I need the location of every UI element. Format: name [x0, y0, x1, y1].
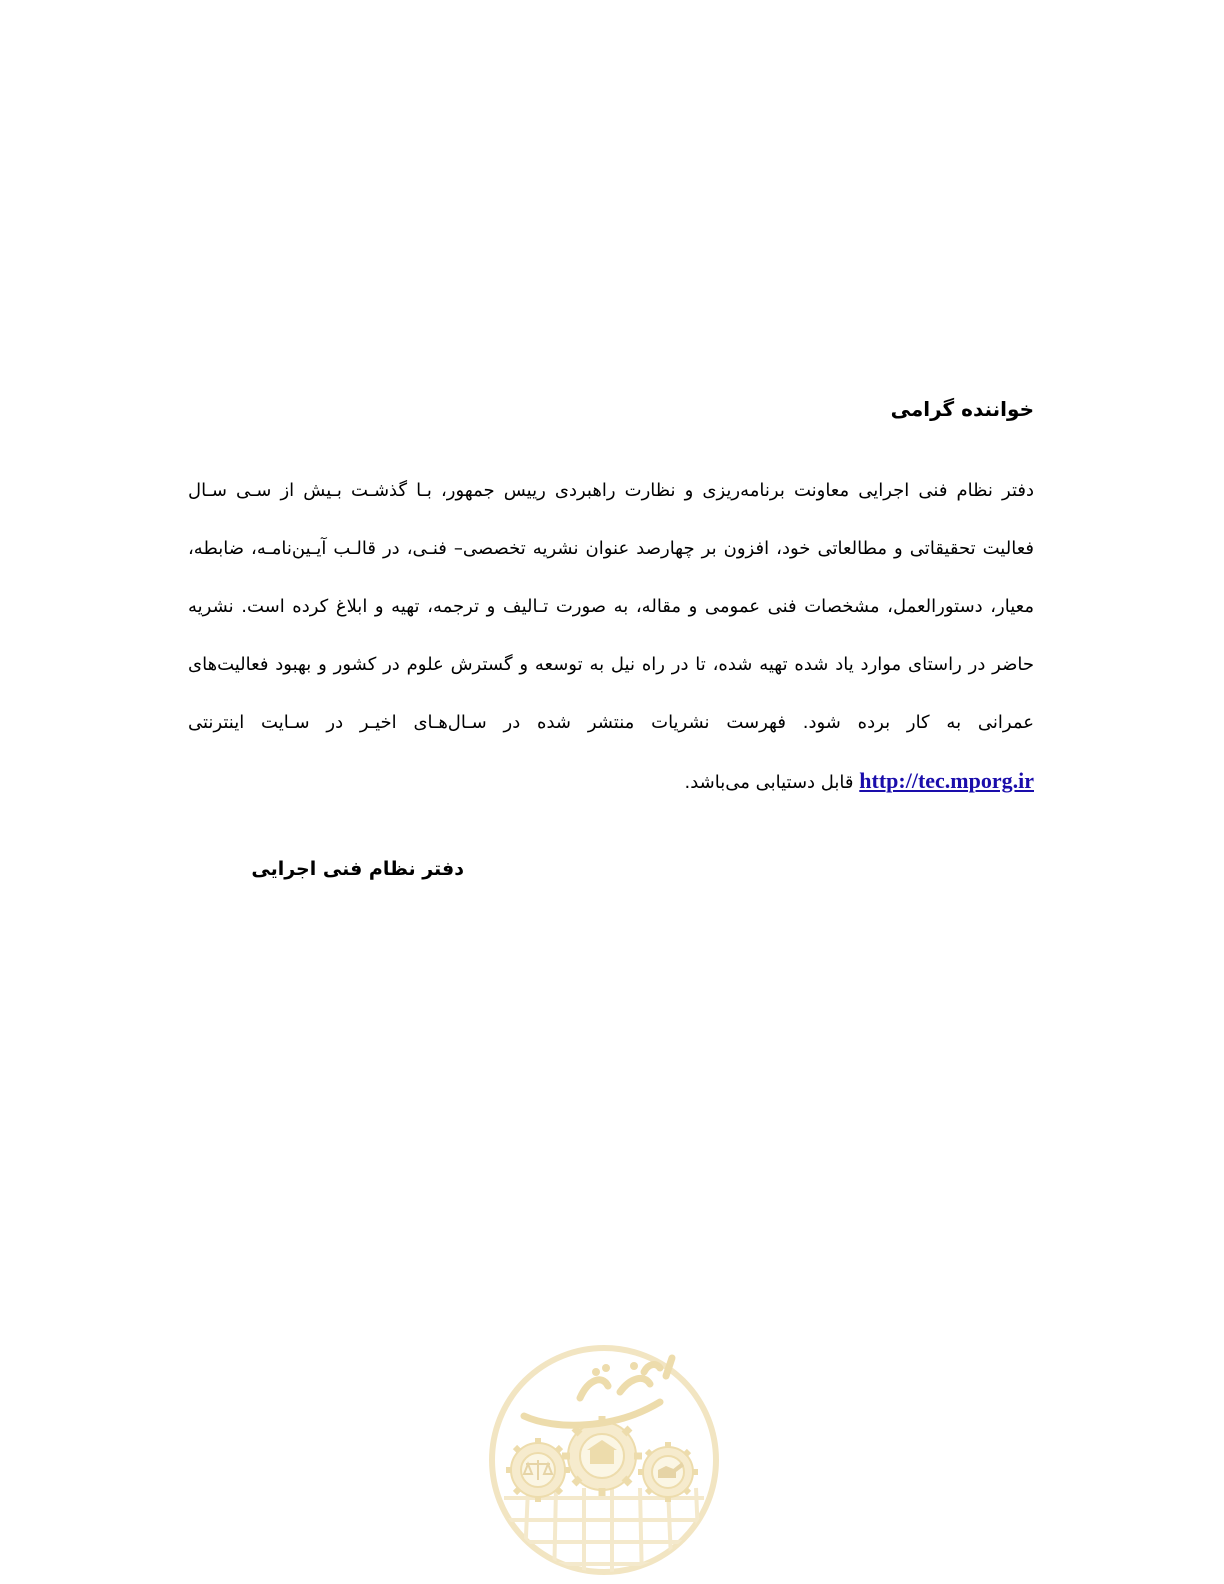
website-link[interactable]: http://tec.mporg.ir — [859, 768, 1034, 793]
logo-script-dots — [592, 1362, 638, 1376]
logo-script — [524, 1358, 672, 1425]
letter-paragraph — [188, 462, 1034, 812]
watermark-logo — [484, 1338, 724, 1584]
signature: دفتر نظام فنی اجرایی — [251, 858, 464, 880]
letter-body — [188, 392, 1034, 812]
paragraph-text: دفتر نظام فنی اجرایی معاونت برنامه‌ریزی و نظارت راهبردی رییس جمهور، بـا گذشـت بـیش از سـی سـال فعالیت تحقیقاتی و مطالعاتی خود، افزون بر چهارصد عنوان نشریه تخصصی– فنـی، در قالـب آیـین‌نامـه، ضابطه، معیار، دستورالعمل، مشخصات فنی عمومی و مقاله، به صورت تـالیف و ترجمه، تهیه و ابلاغ کرده است. نشریه حاضر در راستای موارد یاد شده تهیه شده، تا در راه نیل به توسعه و گسترش علوم در کشور و بهبود فعالیت‌های عمرانی به کار برده شود. فهرست نشریات منتشر شده در سـال‌هـای اخیـر در سـایت اینترنتی — [188, 480, 1034, 733]
paragraph-ending: قابل دستیابی می‌باشد. — [684, 772, 854, 793]
letter-heading: خواننده گرامی — [890, 397, 1034, 421]
